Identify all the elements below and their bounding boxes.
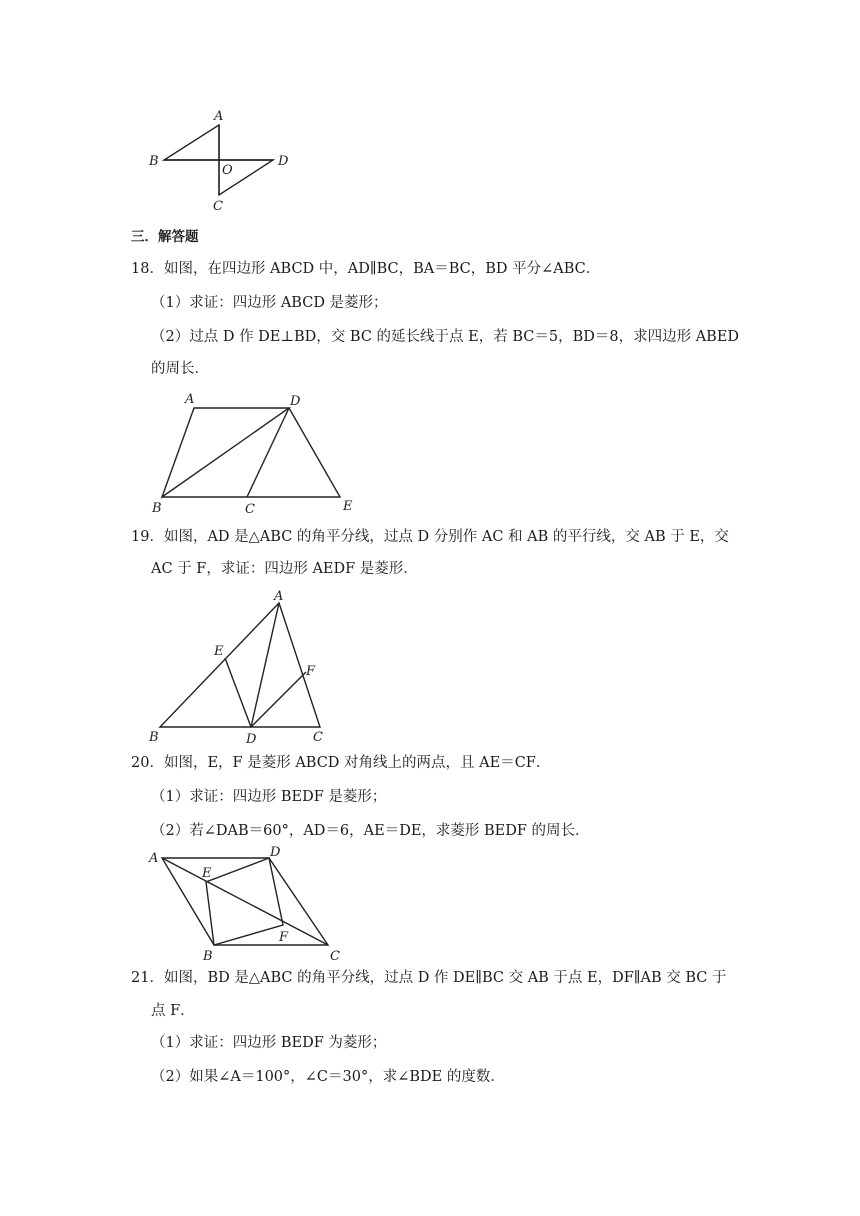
q20-label-e: E (202, 866, 212, 881)
q20-part1: （1）求证：四边形 BEDF 是菱形； (151, 789, 387, 805)
fig-top-label-c: C (213, 199, 223, 214)
q19-label-d: D (246, 732, 257, 747)
fig-top-label-d: D (278, 154, 289, 169)
q19-label-c: C (313, 730, 323, 745)
q20-label-b: B (203, 949, 213, 964)
q21-part1: （1）求证：四边形 BEDF 为菱形； (151, 1035, 387, 1051)
q20-label-c: C (330, 949, 340, 964)
q18-stem: 18．如图，在四边形 ABCD 中，AD∥BC，BA＝BC，BD 平分∠ABC． (131, 261, 601, 277)
fig-top-label-o: O (222, 163, 233, 178)
q20-stem: 20．如图，E，F 是菱形 ABCD 对角线上的两点，且 AE＝CF． (131, 755, 551, 771)
q18-part2-line1: （2）过点 D 作 DE⊥BD，交 BC 的延长线于点 E，若 BC＝5，BD＝8，求四边形 ABED (151, 329, 740, 345)
q20-label-f: F (279, 930, 289, 945)
q19-label-e: E (214, 644, 224, 659)
q19-label-b: B (149, 730, 159, 745)
q21-stem-line1: 21．如图，BD 是△ABC 的角平分线，过点 D 作 DE∥BC 交 AB 于点 E，DF∥AB 交 BC 于 (131, 970, 727, 986)
fig-top-label-a: A (214, 109, 224, 124)
q18-part1: （1）求证：四边形 ABCD 是菱形； (151, 295, 388, 311)
q19-label-f: F (306, 664, 316, 679)
q18-part2-line2: 的周长． (151, 361, 209, 377)
q20-label-a: A (149, 851, 159, 866)
q19-stem-line2: AC 于 F，求证：四边形 AEDF 是菱形． (151, 561, 418, 577)
fig-top-label-b: B (149, 154, 159, 169)
q18-label-d: D (290, 394, 301, 409)
q18-label-b: B (152, 501, 162, 516)
q20-part2: （2）若∠DAB＝60°，AD＝6，AE＝DE，求菱形 BEDF 的周长． (151, 823, 590, 839)
q18-label-e: E (343, 499, 353, 514)
q18-label-c: C (245, 502, 255, 517)
q19-stem-line1: 19．如图，AD 是△ABC 的角平分线，过点 D 分别作 AC 和 AB 的平行线，交 AB 于 E，交 (131, 529, 729, 545)
q20-label-d: D (270, 845, 281, 860)
q19-label-a: A (274, 589, 284, 604)
q21-part2: （2）如果∠A＝100°，∠C＝30°，求∠BDE 的度数． (151, 1069, 505, 1085)
section-heading: 三．解答题 (131, 229, 199, 245)
q18-label-a: A (185, 392, 195, 407)
q21-stem-line2: 点 F． (151, 1003, 195, 1019)
